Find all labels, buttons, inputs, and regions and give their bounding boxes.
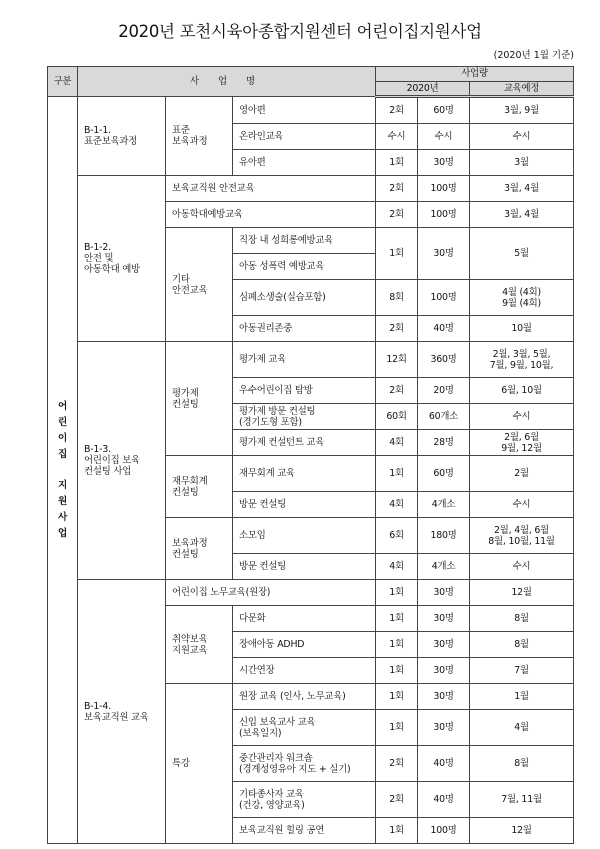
program-name: 온라인교육 <box>233 124 376 150</box>
plan: 2월, 6월 9월, 12월 <box>470 430 574 456</box>
plan: 수시 <box>470 554 574 580</box>
group-cell: 재무회계 컨설팅 <box>166 456 233 518</box>
header-program-name: 사 업 명 <box>78 67 376 97</box>
program-name: 소모임 <box>233 518 376 554</box>
people: 수시 <box>418 124 470 150</box>
people: 180명 <box>418 518 470 554</box>
program-name: 어린이집 노무교육(원장) <box>166 580 376 606</box>
header-year: 2020년 <box>376 82 470 97</box>
program-name: 원장 교육 (인사, 노무교육) <box>233 684 376 710</box>
program-name: 평가제 교육 <box>233 342 376 378</box>
table-row <box>48 176 574 202</box>
people: 4개소 <box>418 554 470 580</box>
times: 2회 <box>376 316 418 342</box>
times: 1회 <box>376 632 418 658</box>
plan: 6월, 10월 <box>470 378 574 404</box>
plan: 3월, 4월 <box>470 202 574 228</box>
plan: 7월, 11월 <box>470 782 574 818</box>
plan: 4월 <box>470 710 574 746</box>
people: 60명 <box>418 97 470 124</box>
people: 40명 <box>418 782 470 818</box>
group-cell: 기타 안전교육 <box>166 228 233 342</box>
program-name: 재무회계 교육 <box>233 456 376 492</box>
plan: 수시 <box>470 492 574 518</box>
people: 30명 <box>418 710 470 746</box>
people: 30명 <box>418 228 470 280</box>
people: 30명 <box>418 150 470 176</box>
people: 100명 <box>418 202 470 228</box>
people: 30명 <box>418 632 470 658</box>
section-cell: B-1-3. 어린이집 보육 컨설팅 사업 <box>78 342 166 580</box>
header-plan: 교육예정 <box>470 82 574 97</box>
people: 60개소 <box>418 404 470 430</box>
group-cell: 표준 보육과정 <box>166 97 233 176</box>
times: 2회 <box>376 202 418 228</box>
program-name: 시간연장 <box>233 658 376 684</box>
times: 4회 <box>376 554 418 580</box>
times: 12회 <box>376 342 418 378</box>
times: 1회 <box>376 228 418 280</box>
people: 100명 <box>418 280 470 316</box>
people: 30명 <box>418 580 470 606</box>
times: 4회 <box>376 430 418 456</box>
section-cell: B-1-4. 보육교직원 교육 <box>78 580 166 844</box>
plan: 3월, 4월 <box>470 176 574 202</box>
program-name: 평가제 컨설턴트 교육 <box>233 430 376 456</box>
program-name: 평가제 방문 컨설팅 (경기도형 포함) <box>233 404 376 430</box>
times: 8회 <box>376 280 418 316</box>
program-name: 중간관리자 워크숍 (경계성영유아 지도 + 실기) <box>233 746 376 782</box>
program-name: 아동학대예방교육 <box>166 202 376 228</box>
plan: 12월 <box>470 580 574 606</box>
program-name: 장애아동 ADHD <box>233 632 376 658</box>
plan: 12월 <box>470 818 574 844</box>
program-name: 기타종사자 교육 (건강, 영양교육) <box>233 782 376 818</box>
times: 1회 <box>376 818 418 844</box>
section-cell: B-1-1. 표준보육과정 <box>78 97 166 176</box>
times: 2회 <box>376 782 418 818</box>
plan: 3월, 9월 <box>470 97 574 124</box>
times: 1회 <box>376 658 418 684</box>
program-table <box>47 66 574 844</box>
program-name: 영아편 <box>233 97 376 124</box>
plan: 8월 <box>470 746 574 782</box>
group-cell: 평가제 컨설팅 <box>166 342 233 456</box>
times: 6회 <box>376 518 418 554</box>
people: 40명 <box>418 746 470 782</box>
program-name: 보육교직원 안전교육 <box>166 176 376 202</box>
people: 100명 <box>418 818 470 844</box>
times: 60회 <box>376 404 418 430</box>
people: 28명 <box>418 430 470 456</box>
plan: 4월 (4회) 9월 (4회) <box>470 280 574 316</box>
plan: 7월 <box>470 658 574 684</box>
group-cell: 취약보육 지원교육 <box>166 606 233 684</box>
reference-date-note: (2020년 1월 기준) <box>493 50 574 61</box>
program-name: 방문 컨설팅 <box>233 554 376 580</box>
times: 2회 <box>376 97 418 124</box>
times: 2회 <box>376 378 418 404</box>
times: 수시 <box>376 124 418 150</box>
page-title: 2020년 포천시육아종합지원센터 어린이집지원사업 <box>118 22 482 41</box>
program-name: 유아편 <box>233 150 376 176</box>
program-name: 다문화 <box>233 606 376 632</box>
times: 4회 <box>376 492 418 518</box>
program-name: 방문 컨설팅 <box>233 492 376 518</box>
program-name: 보육교직원 힐링 공연 <box>233 818 376 844</box>
category-cell: 어 린 이 집 지 원 사 업 <box>48 97 78 844</box>
times: 1회 <box>376 456 418 492</box>
table-row <box>48 342 574 378</box>
times: 2회 <box>376 746 418 782</box>
group-cell: 보육과정 컨설팅 <box>166 518 233 580</box>
plan: 2월, 4월, 6월 8월, 10월, 11월 <box>470 518 574 554</box>
people: 4개소 <box>418 492 470 518</box>
table-row <box>48 580 574 606</box>
plan: 2월, 3월, 5월, 7월, 9월, 10월, <box>470 342 574 378</box>
people: 30명 <box>418 658 470 684</box>
times: 1회 <box>376 150 418 176</box>
table-row <box>48 97 574 124</box>
times: 1회 <box>376 710 418 746</box>
people: 30명 <box>418 684 470 710</box>
plan: 2월 <box>470 456 574 492</box>
people: 360명 <box>418 342 470 378</box>
people: 30명 <box>418 606 470 632</box>
header-row <box>48 67 574 82</box>
program-name: 신입 보육교사 교육 (보육일지) <box>233 710 376 746</box>
times: 1회 <box>376 580 418 606</box>
plan: 5월 <box>470 228 574 280</box>
plan: 8월 <box>470 606 574 632</box>
plan: 10월 <box>470 316 574 342</box>
program-name: 심폐소생술(실습포함) <box>233 280 376 316</box>
people: 60명 <box>418 456 470 492</box>
people: 100명 <box>418 176 470 202</box>
program-name: 우수어린이집 탐방 <box>233 378 376 404</box>
program-name: 아동 성폭력 예방교육 <box>233 254 376 280</box>
section-cell: B-1-2. 안전 및 아동학대 예방 <box>78 176 166 342</box>
group-cell: 특강 <box>166 684 233 844</box>
plan: 3월 <box>470 150 574 176</box>
program-name: 아동권리존중 <box>233 316 376 342</box>
header-amount: 사업량 <box>376 67 574 82</box>
times: 1회 <box>376 684 418 710</box>
header-category: 구분 <box>48 67 78 97</box>
times: 1회 <box>376 606 418 632</box>
times: 2회 <box>376 176 418 202</box>
program-name: 직장 내 성희롱예방교육 <box>233 228 376 254</box>
plan: 1월 <box>470 684 574 710</box>
people: 20명 <box>418 378 470 404</box>
people: 40명 <box>418 316 470 342</box>
plan: 수시 <box>470 404 574 430</box>
plan: 수시 <box>470 124 574 150</box>
plan: 8월 <box>470 632 574 658</box>
